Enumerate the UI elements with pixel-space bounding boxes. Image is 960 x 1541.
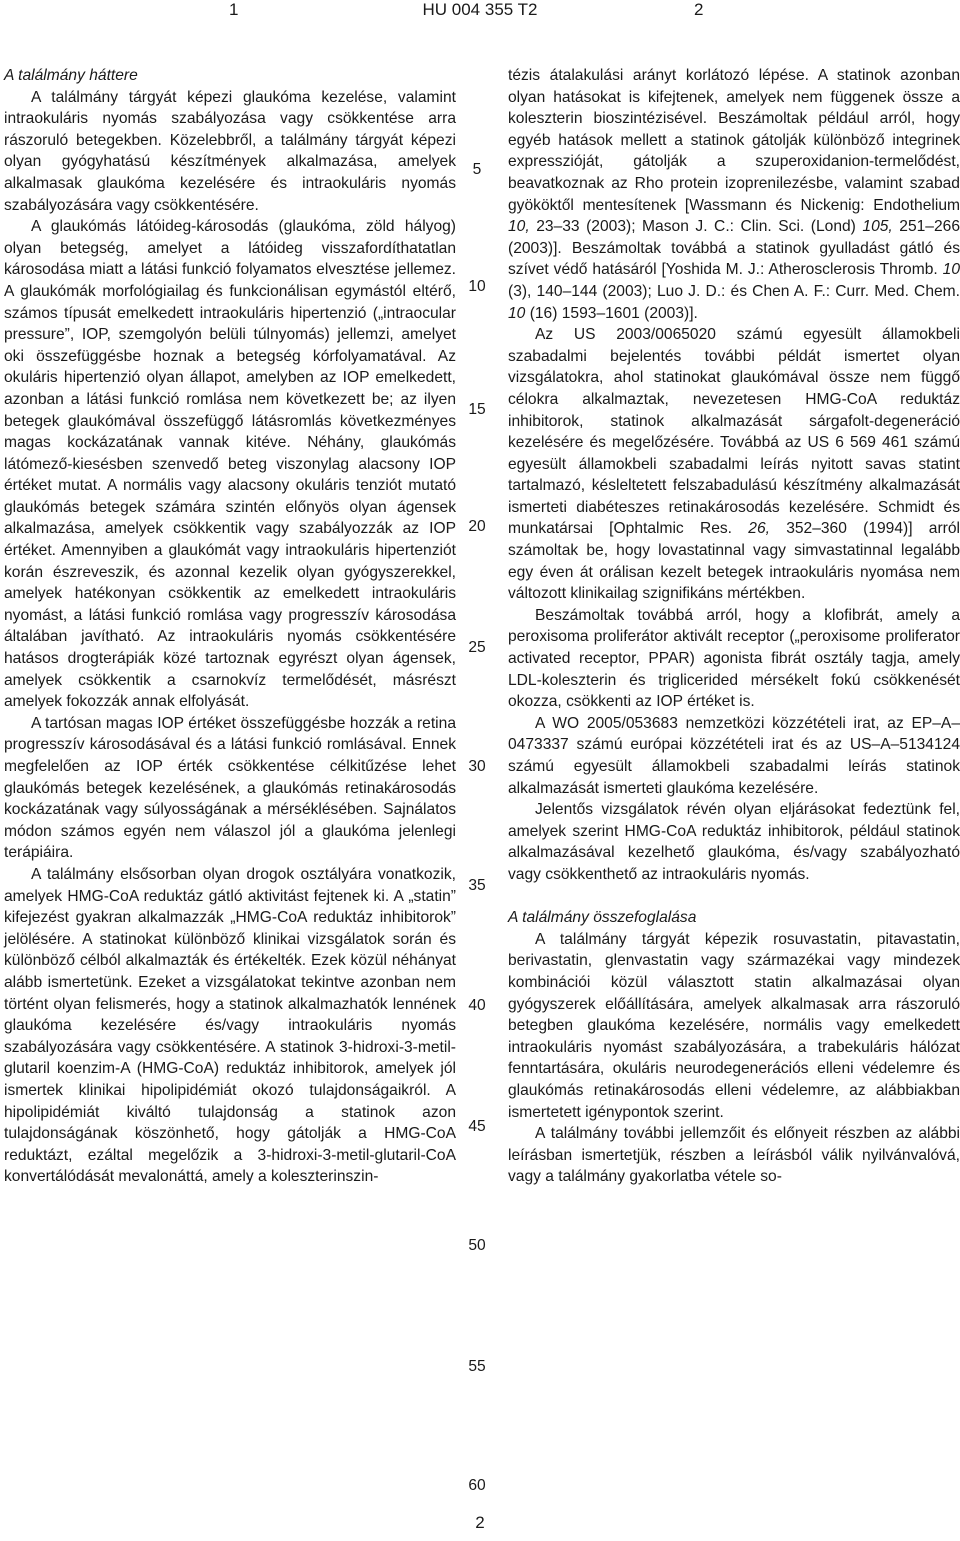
footer-page-number: 2 — [475, 1513, 485, 1532]
paragraph: A találmány tárgyát képezik rosuvastatin, pitavastatin, berivastatin, glenvastatin vagy származékai vagy mindezek kombinációi közül választott statin alkalmazásai olyan gyógyszerek előállítására, amelyek alkalmasak arra rászoruló betegben glaukóma kezelésére, normális vagy emelkedett intraokuláris nyomást szabályozására, a trabekuláris hálózat fenntartására, okuláris neurodegenerációs elleni védelemre és glaukómás retinakárosodás elleni védelemre, az alábbiakban ismertetett igénypontok szerint. — [508, 930, 960, 1121]
page-number-right: 2 — [694, 0, 704, 19]
line-number: 45 — [468, 1118, 486, 1135]
section-heading-background: A találmány háttere — [4, 67, 138, 84]
volume-number: 26, — [748, 520, 770, 538]
volume-number: 10, — [508, 218, 530, 236]
paragraph: A WO 2005/053683 nemzetközi közzétételi irat, az EP–A–0473337 számú európai közzétételi irat és az US–A–5134124 számú egyesült államokbeli szabadalmi leírás statinok alkalmazását ismerteti glaukóma kezelésére. — [508, 714, 960, 797]
page-number-left: 1 — [229, 0, 239, 19]
patent-number: HU 004 355 T2 — [422, 0, 538, 19]
paragraph — [508, 65, 960, 324]
line-number: 50 — [468, 1237, 486, 1254]
volume-number: 10 — [508, 304, 526, 322]
volume-number: 105, — [862, 218, 893, 236]
text-run: Az US 2003/0065020 számú egyesült államokbeli szabadalmi bejelentés további példát ismertet olyan vizsgálatokra, ahol statinokat glaukómával össze nem függő célokra alkalmaztak, nevezetesen HMG-CoA reduktáz inhibitorok, statinok alkalmazását sárgafolt-degeneráció kezelésére és megelőzésére. Továbbá az US 6 569 461 számú egyesült államokbeli szabadalmi leírás nyitott savas statint tartalmazó, késleltetett felszabadulású készítmény alkalmazását ismerteti diabéteszes retinakárosodás kezelésére. Schmidt és munkatársai [Ophtalmic Res. — [508, 326, 960, 538]
line-number: 25 — [468, 639, 486, 656]
line-number: 10 — [468, 278, 486, 295]
section-heading-summary: A találmány összefoglalása — [508, 909, 697, 927]
paragraph: A találmány elsősorban olyan drogok osztályára vonatkozik, amelyek HMG-CoA reduktáz gátló aktivitást fejtenek ki. A „statin” kifejezést gyakran alkalmazzák „HMG-CoA reduktáz inhibitorok” jelölésére. A statinokat különböző klinikai vizsgálatok során és különböző célból alkalmazták és értékelték. Ezek közül néhányat alább ismertetünk. Ezeket a vizsgálatokat tekintve azonban nem történt olyan felismerés, hogy a statinok alkalmazhatók lennének glaukóma kezelésére és/vagy intraokuláris nyomás szabályozására vagy csökkentésére. A statinok 3-hidroxi-3-metil-glutaril koenzim-A (HMG-CoA) reduktáz inhibitorok, amelyek jól ismertek klinikai hipolipidémiát okozó tulajdonságaikról. A hipolipidémiát kiváltó tulajdonság a statinok azon tulajdonságának köszönhető, hogy gátolják a HMG-CoA reduktázt, ezáltal megelőzik a 3-hidroxi-3-metil-glutaril-CoA konvertálódását mevalonáttá, amely a koleszterinszin- — [4, 865, 456, 1186]
text-run: (3), 140–144 (2003); Luo J. D.: és Chen A. F.: Curr. Med. Chem. — [508, 282, 960, 300]
paragraph: Beszámoltak továbbá arról, hogy a klofibrát, amely a peroxisoma proliferátor aktivált receptor („peroxisome proliferator activated receptor, PPAR) agonista fibrát osztály tagja, amely LDL-koleszterin és triglicerided mérsékelt fokú csökkenését okozza, csökkenti az IOP értéket is. — [508, 606, 960, 711]
line-number: 55 — [468, 1358, 486, 1375]
line-number: 60 — [468, 1477, 486, 1494]
line-number: 5 — [472, 161, 482, 178]
text-run: tézis átalakulási arányt korlátozó lépése. A statinok azonban olyan hatásokat is kifejtenek, amelyek nem függenek össze a koleszterin bioszintézisével. Beszámoltak például arról, hogy egyéb hatások mellett a statinok gátolják különböző integrinek expresszióját, gátolják a szuperoxidanion-termelődést, beavatkoznak az Rho protein izoprenilezésbe, valamint szabad gyököktől mentesítenek [Wassmann és Nickenig: Endothelium — [508, 67, 960, 214]
line-number: 30 — [468, 758, 486, 775]
left-column — [4, 65, 456, 1188]
text-run: 23–33 (2003); Mason J. C.: Clin. Sci. (Lond) — [529, 218, 863, 236]
line-number: 20 — [468, 518, 486, 535]
volume-number: 10 — [942, 261, 960, 279]
paragraph: A találmány további jellemzőit és előnyeit részben az alábbi leírásban ismertetjük, részben a leírásból válik nyilvánvalóvá, vagy a találmány gyakorlatba vétele so- — [508, 1125, 960, 1186]
line-number: 35 — [468, 877, 486, 894]
text-run: 352–360 (1994)] arról számoltak be, hogy lovastatinnal vagy simvastatinnal legalább egy éven át orálisan kezelt betegek intraokuláris nyomása nem változott klinikailag szignifikáns mértékben. — [508, 520, 960, 603]
paragraph: A glaukómás látóideg-károsodás (glaukóma, zöld hályog) olyan betegség, amelyet a látóideg visszafordíthatatlan károsodása miatt a látási funkció folyamatos elvesztése jellemez. A glaukómák morfológiailag és funkcionálisan egymástól eltérő, számos típusát emelkedett intraokuláris hipertenzió („intraocular pressure”, IOP, szemgolyón belüli túlnyomás) jellemzi, amelyet oki összefüggésbe hoznak a betegség kórfolyamatával. Az okuláris hipertenzió olyan állapot, amelyben az IOP emelkedett, azonban a látási funkció romlása nem következett be; az ilyen betegek glaukómával összefüggő látásromlás következményes magas kockázatának vannak kitéve. Néhány, glaukómás látómező-kiesésben szenvedő beteg viszonylag alacsony IOP értéket mutat. A normális vagy alacsony okuláris tenziót mutató glaukómás betegek számára szintén előnyös olyan ágensek alkalmazása, amelyek csökkentik vagy szabályozzák az IOP értéket. Amennyiben a glaukómát vagy intraokuláris hipertenziót korán észreveszik, és azonnal kezelik olyan gyógyszerekkel, amelyek hatékonyan csökkentik az emelkedett intraokuláris nyomást, a látási funkció romlása vagy progresszív károsodása általában javítható. Az intraokuláris nyomás csökkentésére hatásos drogterápiák közé tartoznak egyrészt olyan ágensek, amelyek csökkentik a csarnokvíz termelődését, másrészt amelyek fokozzák annak elfolyását. — [4, 218, 456, 711]
text-run: 251–266 (2003)]. Beszámoltak továbbá a statinok gyulladást gátló és szívet védő hatásáról [Yoshida M. J.: Atherosclerosis Thromb. — [508, 218, 960, 279]
line-number: 40 — [468, 997, 486, 1014]
line-number: 15 — [468, 401, 486, 418]
paragraph: A találmány tárgyát képezi glaukóma kezelése, valamint intraokuláris nyomás szabályozása vagy csökkentése arra rászoruló betegekben. Közelebbről, a találmány tárgyát képezi olyan gyógyhatású készítmények alkalmazása, amelyek alkalmasak glaukóma kezelésére és intraokuláris nyomás szabályozására vagy csökkentésére. — [4, 88, 456, 214]
paragraph — [508, 324, 960, 605]
right-column — [508, 65, 960, 1188]
paragraph: A tartósan magas IOP értéket összefüggésbe hozzák a retina progresszív károsodásával és a látási funkció romlásával. Ennek megfelelően az IOP érték csökkentése célkitűzése lehet glaukómás betegek kezelésének, a glaukómás retinakárosodás kockázatának vagy súlyosságának a mérséklésében. Sajnálatos módon számos egyén nem válaszol jól a glaukóma jelenlegi terápiáira. — [4, 714, 456, 862]
text-run: (16) 1593–1601 (2003)]. — [525, 304, 698, 322]
paragraph: Jelentős vizsgálatok révén olyan eljárásokat fedeztünk fel, amelyek szerint HMG-CoA reduktáz inhibitorok, például statinok alkalmazásával kezelhető glaukóma, és/vagy szabályozható vagy csökkenthető az intraokuláris nyomás. — [508, 801, 960, 883]
